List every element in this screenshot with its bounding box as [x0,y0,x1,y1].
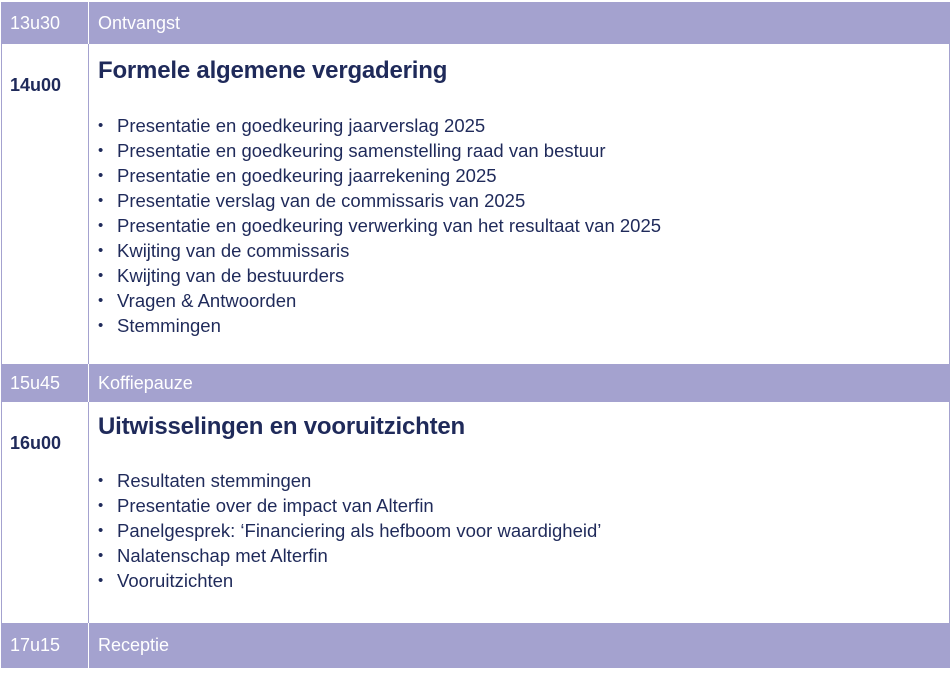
agenda-row-receptie [2,623,949,668]
list-item: • Presentatie over de impact van Alterfin [98,493,949,518]
list-item: • Presentatie verslag van de commissaris van 2025 [98,188,949,213]
list-item: • Presentatie en goedkeuring jaarverslag 2025 [98,113,949,138]
session-content [89,44,949,364]
list-item: • Nalatenschap met Alterfin [98,543,949,568]
list-item: • Presentatie en goedkeuring verwerking van het resultaat van 2025 [98,213,949,238]
list-item: • Resultaten stemmingen [98,468,949,493]
list-item: • Vooruitzichten [98,568,949,593]
time-cell: 17u15 [2,623,89,668]
list-item: • Vragen & Antwoorden [98,288,949,313]
agenda-row-uitwisselingen [2,402,949,623]
list-item: • Kwijting van de commissaris [98,238,949,263]
list-item: • Kwijting van de bestuurders [98,263,949,288]
agenda-item-list [98,468,949,593]
session-label: Ontvangst [98,12,181,33]
time-cell: 16u00 [2,402,89,623]
time-cell: 13u30 [2,2,89,44]
time-cell: 14u00 [2,44,89,364]
list-item: • Panelgesprek: ‘Financiering als hefboom voor waardigheid’ [98,518,949,543]
agenda-row-ontvangst [2,2,949,44]
agenda-table [1,2,950,668]
list-item: • Stemmingen [98,313,949,338]
session-content [89,402,949,623]
list-item: • Presentatie en goedkeuring jaarrekening 2025 [98,163,949,188]
session-title: Uitwisselingen en vooruitzichten [98,413,465,440]
session-title: Formele algemene vergadering [98,57,448,84]
agenda-item-list [98,113,949,338]
session-label: Koffiepauze [98,372,193,393]
agenda-row-formele-vergadering [2,44,949,364]
time-cell: 15u45 [2,364,89,402]
list-item: • Presentatie en goedkeuring samenstelling raad van bestuur [98,138,949,163]
agenda-row-koffiepauze [2,364,949,402]
session-label: Receptie [98,635,170,655]
